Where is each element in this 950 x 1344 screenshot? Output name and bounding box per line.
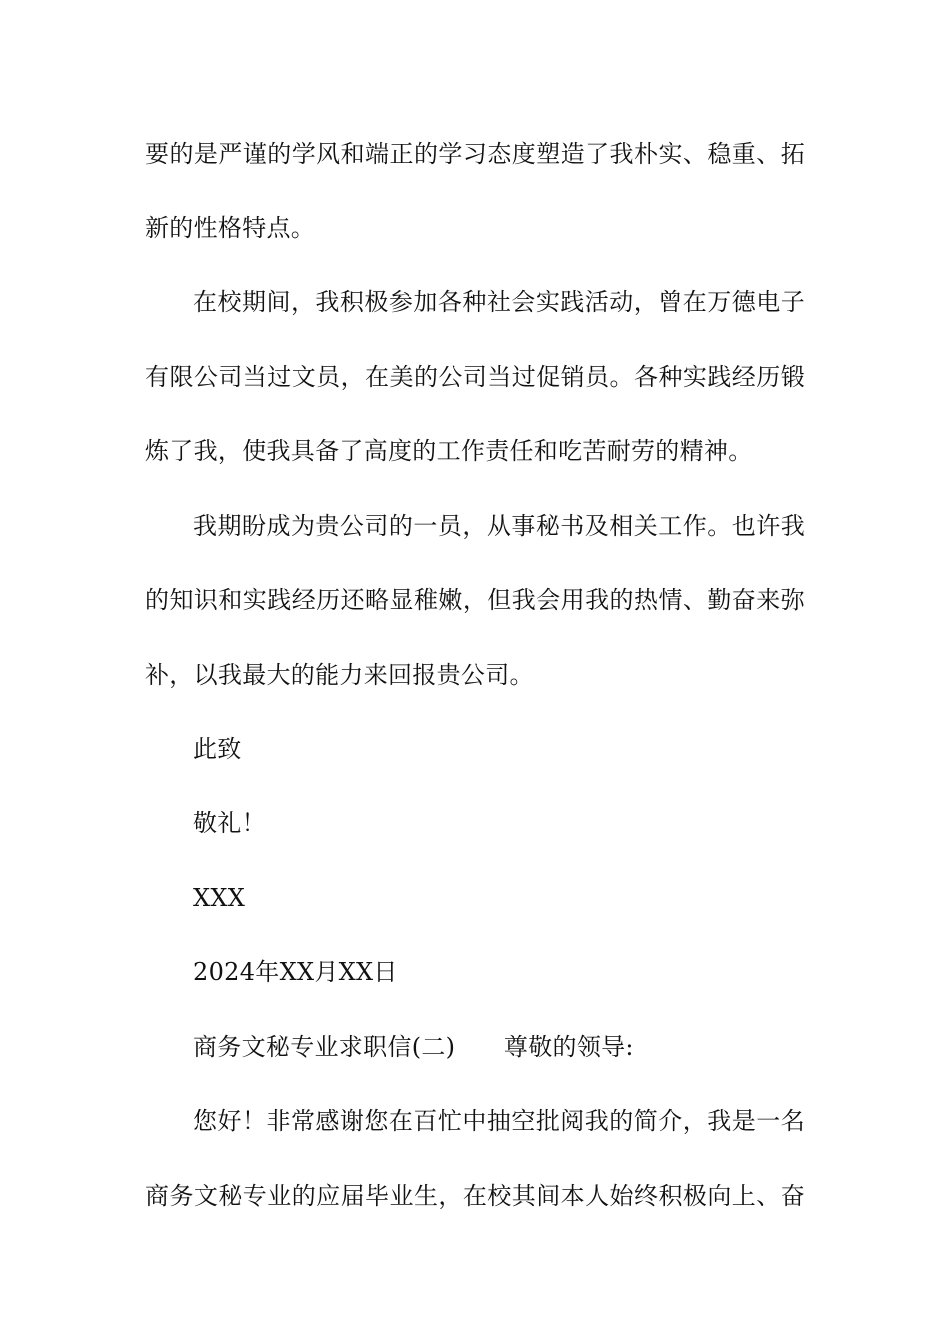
paragraph-start-line: 我期盼成为贵公司的一员，从事秘书及相关工作。也许我 (193, 512, 805, 540)
text-line: 要的是严谨的学风和端正的学习态度塑造了我朴实、稳重、拓 (145, 140, 805, 168)
text-line: 的知识和实践经历还略显稚嫩，但我会用我的热情、勤奋来弥 (145, 586, 805, 614)
section-heading: 商务文秘专业求职信(二) 尊敬的领导: (193, 1033, 634, 1061)
text-line: 新的性格特点。 (145, 214, 316, 242)
letter-date: 2024年XX月XX日 (193, 958, 398, 986)
text-line: 有限公司当过文员，在美的公司当过促销员。各种实践经历锻 (145, 363, 805, 391)
closing-salutation: 此致 (193, 735, 242, 763)
text-line: 炼了我，使我具备了高度的工作责任和吃苦耐劳的精神。 (145, 437, 753, 465)
paragraph-start-line: 在校期间，我积极参加各种社会实践活动，曾在万德电子 (193, 288, 805, 316)
signature-name: XXX (193, 884, 246, 912)
paragraph-start-line: 您好！非常感谢您在百忙中抽空批阅我的简介，我是一名 (193, 1107, 805, 1135)
closing-regards: 敬礼！ (193, 809, 266, 837)
text-line: 商务文秘专业的应届毕业生，在校其间本人始终积极向上、奋 (145, 1182, 805, 1210)
text-line: 补，以我最大的能力来回报贵公司。 (145, 661, 534, 689)
